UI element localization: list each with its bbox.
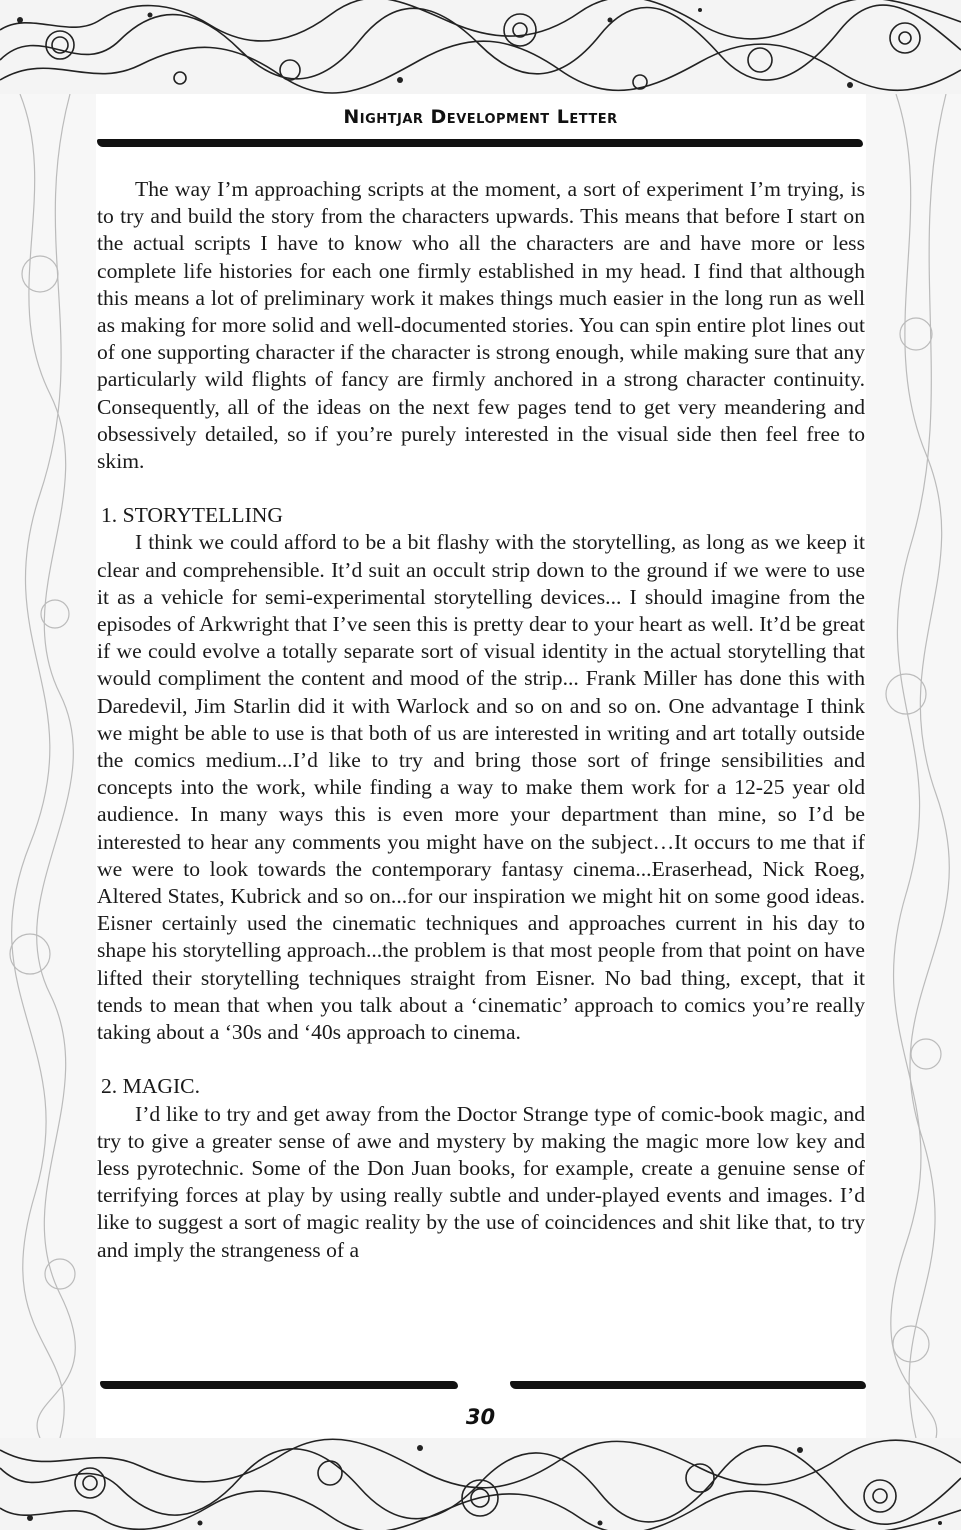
section-heading-magic: 2. MAGIC. <box>101 1074 200 1099</box>
letter-body <box>97 176 865 1264</box>
decorative-bottom-border <box>0 1438 961 1530</box>
header-divider <box>97 139 863 147</box>
page-number: 30 <box>465 1405 496 1429</box>
section-heading-storytelling: 1. STORYTELLING <box>101 503 283 528</box>
footer-divider-left <box>100 1381 458 1389</box>
decorative-right-border <box>866 94 961 1438</box>
intro-paragraph: The way I’m approaching scripts at the moment, a sort of experiment I’m trying, is to try and build the story from the characters upwards. This means that before I start on the actual scripts I have to know who all the characters are and have more or less complete life histories for each one firmly established in my head. I find that although this means a lot of preliminary work it makes things much easier in the long run as well as making for more solid and well-documented stories. You can spin entire plot lines out of one supporting character if the character is strong enough, while making sure that any particularly wild flights of fancy are firmly anchored in a strong character continuity. Consequently, all of the ideas on the next few pages tend to get very meandering and obsessively detailed, so if you’re purely interested in the visual side then feel free to skim. <box>97 177 865 474</box>
footer-divider-right <box>510 1381 866 1389</box>
page-header-title: Nightjar Development Letter <box>343 106 618 128</box>
decorative-left-border <box>0 94 96 1438</box>
decorative-top-border <box>0 0 961 94</box>
section-text-magic: I’d like to try and get away from the Doctor Strange type of comic-book magic, and try to give a greater sense of awe and mystery by making the magic more low key and less pyrotechnic. Some of the Don Juan books, for example, create a genuine sense of terrifying forces at play by using really subtle and under-played events and images. I’d like to suggest a sort of magic reality by the use of coincidences and shit like that, to try and imply the strangeness of a <box>97 1101 865 1262</box>
section-text-storytelling: I think we could afford to be a bit flashy with the storytelling, as long as we keep it clear and comprehensible. It’d suit an occult strip down to the ground if we were to use it as a vehicle for semi-experimental storytelling devices... I should imagine from the episodes of Arkwright that I’ve seen this is pretty dear to your heart as well. It’d be great if we could evolve a totally separate sort of visual identity in the actual storytelling that would compliment the content and mood of the strip... Frank Miller has done this with Daredevil, Jim Starlin did it with Warlock and so on and so on. One advantage I think we might be able to use is that both of us are interested in writing and art totally outside the comics medium...I’d like to try and bring those sort of fringe sensibilities and concepts into the work, while finding a way to make them work for a 12-25 year old audience. In many ways this is even more your department than mine, so I’d be interested to hear any comments you might have on the subject…It occurs to me that if we were to look towards the contemporary fantasy cinema...Eraserhead, Nick Roeg, Altered States, Kubrick and so on...for our inspiration we might hit on some good ideas. Eisner certainly used the cinematic techniques and approaches current in his day to shape his storytelling approach...the problem is that most people from that point on have lifted their storytelling techniques straight from Eisner. No bad thing, except, that it tends to mean that when you talk about a ‘cinematic’ approach to comics you’re really taking about a ‘30s and ‘40s approach to cinema. <box>97 530 865 1045</box>
